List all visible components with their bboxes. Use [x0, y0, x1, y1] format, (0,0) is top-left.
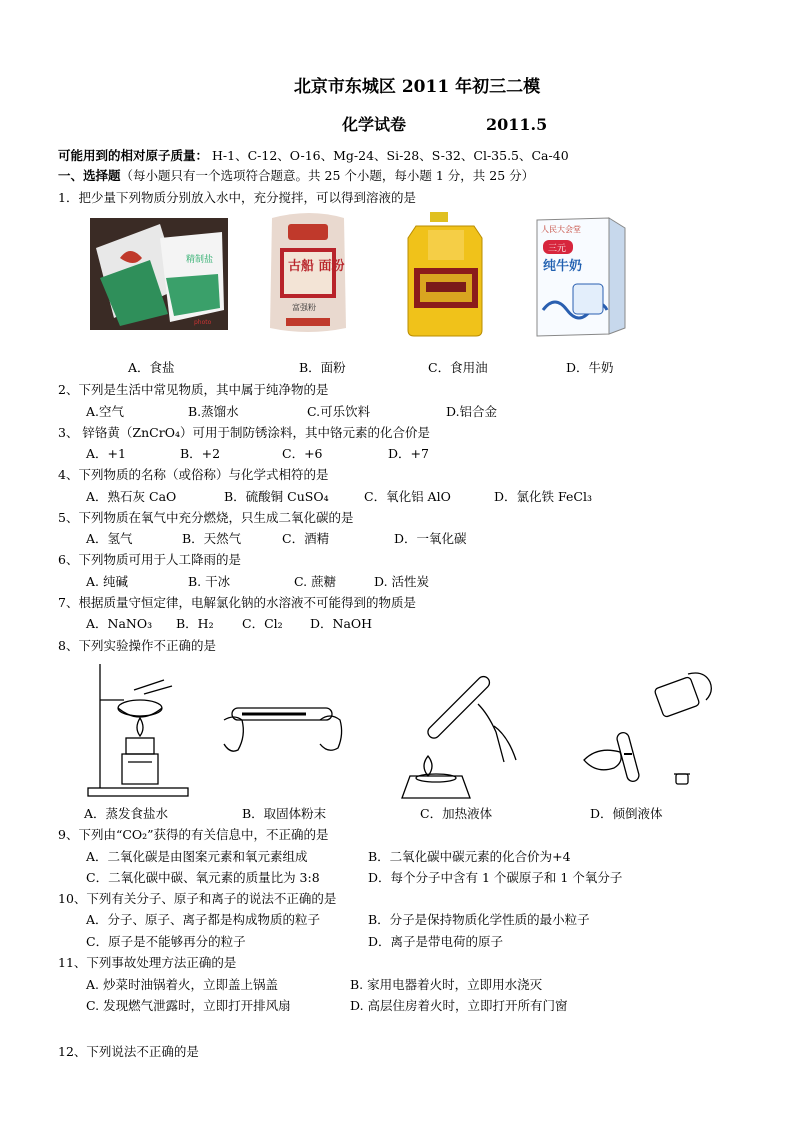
- question-2-stem: 2、下列是生活中常见物质，其中属于纯净物的是: [58, 382, 329, 397]
- question-12-stem: 12、下列说法不正确的是: [58, 1044, 199, 1059]
- question-10-stem: 10、下列有关分子、原子和离子的说法不正确的是: [58, 891, 337, 906]
- q5-option-c[interactable]: C．酒精: [282, 531, 330, 546]
- q9-option-c[interactable]: C．二氧化碳中碳、氧元素的质量比为 3:8: [86, 870, 320, 885]
- q9-option-d[interactable]: D．每个分子中含有 1 个碳原子和 1 个氧分子: [368, 870, 623, 885]
- q4-option-b[interactable]: B．硫酸铜 CuSO₄: [224, 489, 329, 504]
- cooking-oil-bottle-photo: [400, 210, 490, 338]
- section1-label: 一、选择题: [58, 168, 121, 183]
- q8-option-b[interactable]: B．取固体粉末: [242, 806, 327, 821]
- q6-option-d[interactable]: D. 活性炭: [374, 574, 430, 589]
- flour-bag-photo: [266, 210, 350, 334]
- q1-option-a[interactable]: A．食盐: [128, 360, 175, 375]
- exam-title: 北京市东城区 2011 年初三二模: [293, 77, 541, 97]
- q11-option-d[interactable]: D. 高层住房着火时，立即打开所有门窗: [350, 998, 568, 1013]
- svg-text:精制盐: 精制盐: [186, 255, 214, 265]
- q1-option-c[interactable]: C．食用油: [428, 360, 488, 375]
- section1-heading: [58, 166, 534, 184]
- q10-option-c[interactable]: C．原子是不能够再分的粒子: [86, 934, 246, 949]
- question-7-stem: 7、根据质量守恒定律，电解氯化钠的水溶液不可能得到的物质是: [58, 595, 416, 610]
- section1-note: （每小题只有一个选项符合题意。共 25 个小题，每小题 1 分，共 25 分）: [120, 168, 535, 183]
- q2-option-a[interactable]: A.空气: [86, 404, 125, 419]
- svg-text:photo: photo: [194, 319, 212, 326]
- q11-option-a[interactable]: A. 炒菜时油锅着火，立即盖上锅盖: [86, 977, 278, 992]
- q4-option-d[interactable]: D．氯化铁 FeCl₃: [494, 489, 592, 504]
- q5-option-b[interactable]: B．天然气: [182, 531, 242, 546]
- question-6-stem: 6、下列物质可用于人工降雨的是: [58, 552, 241, 567]
- exam-subject: 化学试卷: [342, 115, 407, 134]
- q3-option-a[interactable]: A．+1: [86, 446, 126, 461]
- q10-option-a[interactable]: A．分子、原子、离子都是构成物质的粒子: [86, 912, 321, 927]
- milk-top-text: 人民大会堂: [541, 225, 581, 234]
- q3-option-c[interactable]: C．+6: [282, 446, 323, 461]
- question-1-stem: 1．把少量下列物质分别放入水中，充分搅拌，可以得到溶液的是: [58, 190, 416, 205]
- q7-option-a[interactable]: A．NaNO₃: [86, 616, 153, 631]
- exam-subtitle: [342, 112, 547, 135]
- q2-option-d[interactable]: D.铝合金: [446, 404, 498, 419]
- flour-sub-text: 富强粉: [292, 303, 316, 312]
- q6-option-c[interactable]: C. 蔗糖: [294, 574, 337, 589]
- q8-option-a[interactable]: A．蒸发食盐水: [84, 806, 169, 821]
- atomic-masses-values: H-1、C-12、O-16、Mg-24、Si-28、S-32、Cl-35.5、Ca-40: [212, 148, 569, 163]
- exam-date: 2011.5: [486, 115, 548, 134]
- q9-option-b[interactable]: B．二氧化碳中碳元素的化合价为+4: [368, 849, 571, 864]
- question-4-stem: 4、下列物质的名称（或俗称）与化学式相符的是: [58, 467, 329, 482]
- q5-option-d[interactable]: D．一氧化碳: [394, 531, 467, 546]
- q6-option-a[interactable]: A. 纯碱: [86, 574, 128, 589]
- q2-option-b[interactable]: B.蒸馏水: [188, 404, 239, 419]
- atomic-masses-line: [58, 146, 569, 164]
- q5-option-a[interactable]: A．氢气: [86, 531, 133, 546]
- flour-brand-text: 古船 面粉: [288, 259, 345, 274]
- question-8-stem: 8、下列实验操作不正确的是: [58, 638, 216, 653]
- q3-option-d[interactable]: D．+7: [388, 446, 429, 461]
- pouring-liquid-figure: [578, 662, 714, 802]
- evaporation-apparatus-figure: [84, 660, 194, 802]
- q4-option-c[interactable]: C．氧化铝 AlO: [364, 489, 451, 504]
- q8-option-d[interactable]: D．倾倒液体: [590, 806, 663, 821]
- question-11-stem: 11、下列事故处理方法正确的是: [58, 955, 237, 970]
- powder-into-tube-figure: [222, 690, 346, 764]
- q7-option-b[interactable]: B．H₂: [176, 616, 214, 631]
- q7-option-c[interactable]: C．Cl₂: [242, 616, 283, 631]
- q1-option-b[interactable]: B．面粉: [299, 360, 346, 375]
- question-5-stem: 5、下列物质在氧气中充分燃烧，只生成二氧化碳的是: [58, 510, 354, 525]
- q1-option-d[interactable]: D．牛奶: [566, 360, 614, 375]
- question-3-stem: 3、 锌铬黄（ZnCrO₄）可用于制防锈涂料，其中铬元素的化合价是: [58, 425, 430, 440]
- question-9-stem: 9、下列由“CO₂”获得的有关信息中，不正确的是: [58, 827, 329, 842]
- q10-option-b[interactable]: B．分子是保持物质化学性质的最小粒子: [368, 912, 590, 927]
- q10-option-d[interactable]: D．离子是带电荷的原子: [368, 934, 504, 949]
- milk-label-text: 纯牛奶: [543, 259, 583, 274]
- q4-option-a[interactable]: A．熟石灰 CaO: [86, 489, 177, 504]
- q7-option-d[interactable]: D．NaOH: [310, 616, 373, 631]
- milk-brand-text: 三元: [548, 244, 567, 254]
- q3-option-b[interactable]: B．+2: [180, 446, 221, 461]
- q9-option-a[interactable]: A．二氧化碳是由图案元素和氧元素组成: [86, 849, 308, 864]
- atomic-masses-label: 可能用到的相对原子质量：: [58, 148, 209, 163]
- salt-packets-photo: [90, 218, 228, 330]
- q6-option-b[interactable]: B. 干冰: [188, 574, 231, 589]
- q11-option-c[interactable]: C. 发现燃气泄露时，立即打开排风扇: [86, 998, 291, 1013]
- q8-option-c[interactable]: C．加热液体: [420, 806, 493, 821]
- heating-liquid-figure: [398, 666, 524, 806]
- q2-option-c[interactable]: C.可乐饮料: [307, 404, 371, 419]
- milk-carton-photo: [533, 214, 627, 338]
- q11-option-b[interactable]: B. 家用电器着火时，立即用水浇灭: [350, 977, 543, 992]
